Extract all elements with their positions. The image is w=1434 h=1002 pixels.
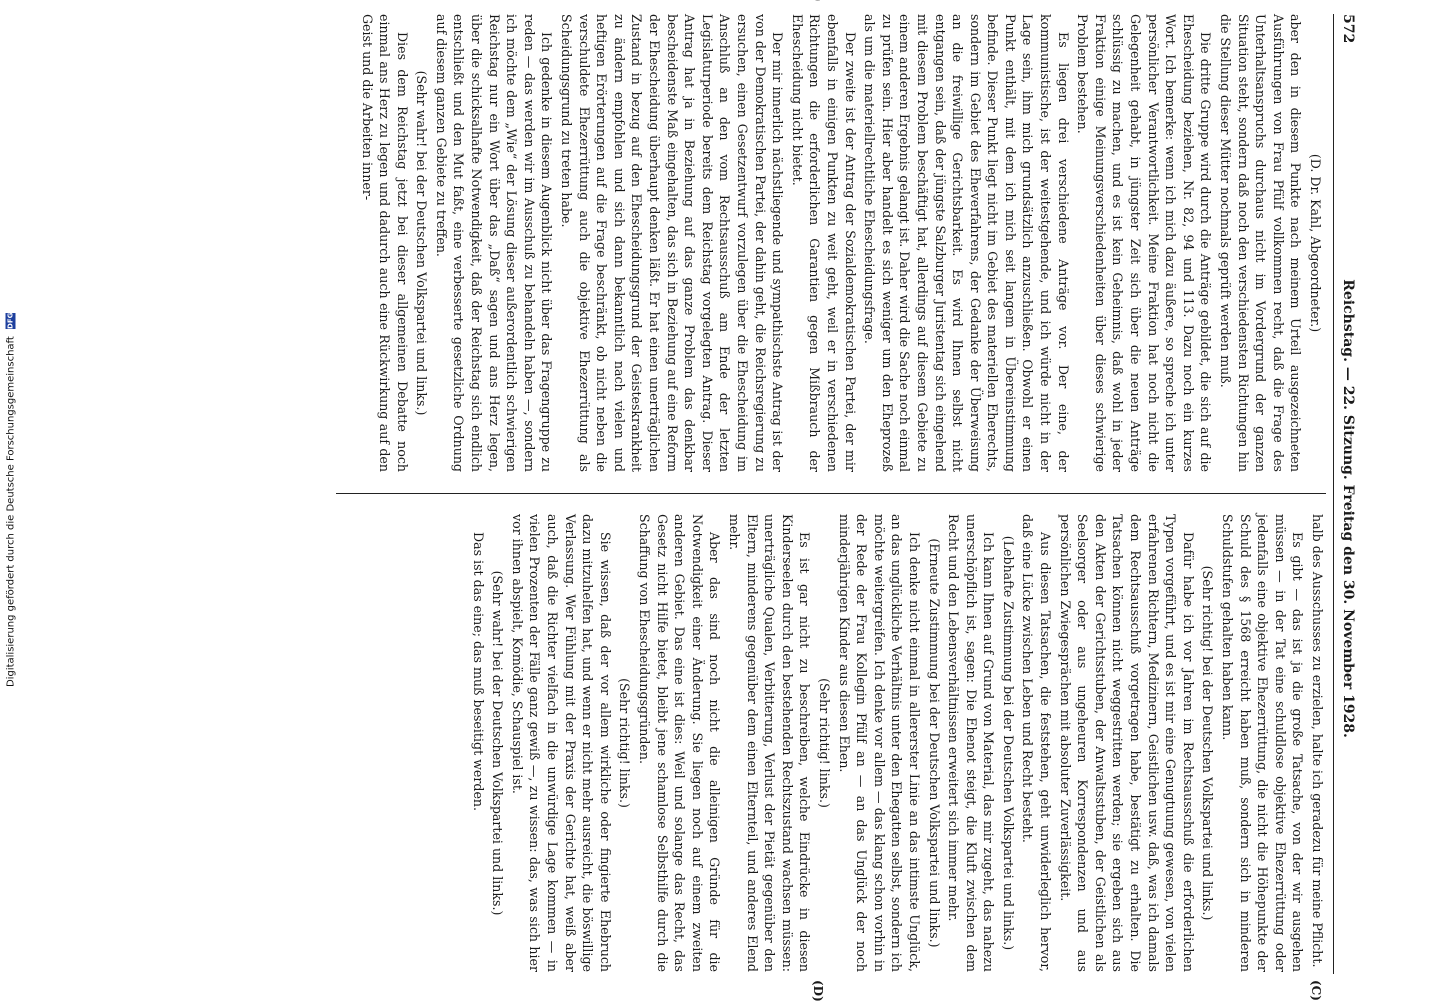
left-column [356, 14, 1326, 472]
right-column [467, 514, 1326, 972]
paragraph: Das ist das eine; das muß beseitigt werden. [470, 532, 486, 812]
page-number: 572 [1339, 14, 1356, 44]
paragraph: Die dritte Gruppe wird durch die Anträge gebildet, die sich auf die Ehescheidung beziehen, Nr. 82, 94 und 113. Dazu noch ein kurzes Wort. Ich bemerke: wenn ich mich dazu äußere, so spreche ich unter persönlicher Verantwortlichkeit. Meine Fraktion hat noch nicht die Gelegenheit gehabt, in jüngster Zeit sich über die neuen Anträge schlüssig zu machen, und es ist kein Geheimnis, daß wohl in jeder Fraktion einige Meinungsverschiedenheiten über dieses schwierige Problem bestehen. [1075, 14, 1214, 472]
paragraph: Aber das sind noch nicht die alleinigen Gründe für die Notwendigkeit einer Änderung. Sie liegen noch auf einem zweiten anderen Gebiet. Das eine ist dies: Weil und solange das Recht, das Gesetz nicht Hilfe bietet, bleibt jene schamlose Selbsthilfe durch die Schaffung von Ehescheidungsgründen. [637, 514, 723, 972]
interjection: (Sehr richtig! links.) [816, 678, 832, 808]
margin-marker-d: (D) [811, 980, 825, 1002]
document-page [30, 14, 1360, 1002]
paragraph: Der zweite ist der Antrag der Sozialdemokratischen Partei, der mir ebenfalls in einigen Punkten zu weit geht, weil er in verschiedenen Richtungen die erforderlichen Garantien gegen Mißbrauch der Ehescheidung nicht bietet. [789, 14, 858, 472]
speaker-line: (D. Dr. Kahl, Abgeordneter.) [1308, 153, 1323, 333]
interjection: (Lebhafte Zustimmung bei der Deutschen Volkspartei und links.) [1000, 535, 1016, 951]
interjection: (Sehr wahr! bei der Deutschen Volkspartei und links.) [490, 570, 506, 916]
paragraph: aber den in diesem Punkte nach meinem Urteil ausgezeichneten Ausführungen von Frau Pfülf vollkommen recht, daß die Frage des Unterhaltsanspruchs durchaus nicht im Vordergrund der ganzen Situation steht, sondern daß noch den verschiedensten Richtungen hin die Stellung dieser Mütter nochmals geprüft werden muß. [1218, 14, 1304, 472]
paragraph: Dies dem Reichstag jetzt bei dieser allgemeinen Debatte noch einmal ans Herz zu legen und dadurch auch eine Rückwirkung auf den Geist und die Arbeiten inner- [359, 14, 410, 472]
interjection: (Erneute Zustimmung bei der Deutschen Volkspartei und links.) [926, 538, 942, 948]
margin-marker-c: (C) [1309, 980, 1323, 1001]
side-credit-strip [0, 0, 22, 1000]
paragraph: Es ist gar nicht zu beschreiben, welche Eindrücke in diesen Kinderseelen durch den bestehenden Rechtszustand wachsen müssen: unerträgliche Qualen, Verbitterung, Verlust der Pietät gegenüber den Eltern, minderens gegenüber dem einen Elternteil, und anderes Elend mehr. [727, 514, 813, 972]
paragraph: Es liegen drei verschiedene Anträge vor. Der eine, der kommunistische, ist der weitestgehende, und ich würde nicht in der Lage sein, ihm mich grundsätzlich anzuschließen. Obwohl er einen Punkt enthält, mit dem ich mich seit langem in Übereinstimmung befinde. Dieser Punkt liegt nicht im Gebiet des materiellen Eherechts, sondern im Gebiet des Eheverfahrens, der Gedanke der Überweisung an die freiwillige Gerichtsbarkeit. Es wird Ihnen selbst nicht entgangen sein, daß der jüngste Salzburger Juristentag sich eingehend mit diesem Problem beschäftigt hat, allerdings auf diesem Gebiete zu einem anderen Ergebnis gelangt ist. Daher wird die Sache noch einmal zu prüfen sein. Hier aber handelt es sich weniger um den Eheprozeß als um die materiellrechtliche Ehescheidungsfrage. [862, 14, 1071, 472]
digitization-credit [6, 313, 17, 687]
column-divider [336, 493, 1326, 494]
paragraph: halb des Ausschusses zu erzielen, halte ich geradezu für meine Pflicht. [1310, 514, 1325, 968]
margin-marker-b [808, 0, 826, 2]
page-title: Reichstag. — 22. Sitzung. Freitag den 30. November 1928. [1339, 279, 1356, 738]
interjection: (Sehr wahr! bei der Deutschen Volkspartei und links.) [414, 70, 430, 416]
credit-text: Digitalisierung gefördert durch die Deutsche Forschungsgemeinschaft [5, 336, 17, 688]
paragraph: Dafür habe ich vor Jahren im Rechtsausschuß die erforderlichen Typen vorgeführt, und es ist mir eine Genugtuung gewesen, von vielen erfahrenen Richtern, Medizinern, Geistlichen usw. daß, was ich damals dem Rechtsausschuß vorgetragen habe, bestätigt zu erhalten. Die Tatsachen können nicht weggestritten werden; sie ergeben sich aus den Akten der Gerichtsstuben, der Anwaltsstuben, der Geistlichen als Seelsorger oder aus ungeheuren Korrespondenzen und aus persönlichen Zwiegesprächen mit absoluter Zuverlässigkeit. [1057, 514, 1196, 972]
interjection: (Sehr richtig! links.) [617, 678, 633, 808]
paragraph: Es gibt — das ist ja die große Tatsache, von der wir ausgehen müssen — in der Tat eine schuldlose objektive Ehezerrüttung oder jedenfalls eine objektive Ehezerrüttung, die nicht die Höhepunkte der Schuld des § 1568 erreicht haben muß, sondern sich in minderen Schuldstufen gehalten haben kann. [1220, 514, 1306, 972]
paragraph: Aus diesen Tatsachen, die feststehen, geht unwiderleglich hervor, daß eine Lücke zwischen Leben und Recht besteht. [1020, 514, 1054, 972]
interjection: (Sehr richtig! bei der Deutschen Volkspartei und links.) [1200, 565, 1216, 921]
dfg-logo: DFG [6, 312, 15, 329]
paragraph: Sie wissen, daß der vor allem wirkliche oder fingierte Ehebruch dazu mitzuhelfen hat, und wenn er nicht mehr ausreicht, die böswillige Verlassung. Wer Fühlung mit der Praxis der Gerichte hat, weiß aber auch, daß die Richter vielfach in die unwürdige Lage kommen — in vielen Prozenten der Fälle ganz gewiß —, zu wissen: das, was sich hier vor ihnen abspielt, Komödie, Schauspiel ist. [509, 514, 613, 972]
paragraph: Der mir innerlich nächstliegende und sympathischste Antrag ist der von der Demokratischen Partei, der dahin geht, die Reichsregierung zu ersuchen, einen Gesetzentwurf vorzulegen über die Ehescheidung im Anschluß an den vom Rechtsausschuß am Ende der letzten Legislaturperiode bereits dem Reichstag vorgelegten Antrag. Dieser Antrag hat ja in Beziehung auf das ganze Problem das denkbar bescheidenste Maß eingehalten, das sich in Beziehung auf eine Reform der Ehescheidung überhaupt denken läßt. Er hat einen unerträglichen Zustand in bezug auf den Ehescheidungsgrund der Geisteskrankheit zu ändern empfohlen und sich dann bekanntlich nach vielen und heftigen Erörterungen auf die Frage beschränkt, ob nicht neben die verschuldete Ehezerrüttung auch die objektive Ehezerrüttung als Scheidungsgrund zu treten habe. [559, 14, 786, 472]
paragraph: Ich kann Ihnen auf Grund von Material, das mir zugeht, das nahezu unerschöpflich ist, sagen: Die Ehenot steigt, die Kluft zwischen dem Recht und den Lebensverhältnissen erweitert sich immer mehr. [946, 514, 997, 972]
paragraph: Ich gedenke in diesem Augenblick nicht über das Fragengruppe zu reden — das werden wir im Ausschuß zu behandeln haben —, sondern ich möchte dem „Wie“ der Lösung dieser außerordentlich schwierigen Reichstag nur ein Wort über das „Daß“ sagen und ans Herz legen, über die schicksalhafte Notwendigkeit, daß der Reichstag sich endlich entschließt und den Mut faßt, eine verbesserte gesetzliche Ordnung auf diesem ganzen Gebiete zu treffen. [433, 14, 555, 472]
margin-marker-a [1306, 0, 1324, 1]
running-head [1333, 14, 1360, 974]
paragraph: Ich denke nicht einmal in allererster Linie an das intimste Unglück, an das unglückliche Verhältnis unter den Ehegatten selbst, sondern ich möchte weitergreifen. Ich denke vor allem — das klang schon vorhin in der Rede der Frau Kollegin Pfülf an — an das Unglück der noch minderjährigen Kinder aus diesen Ehen. [836, 514, 922, 972]
